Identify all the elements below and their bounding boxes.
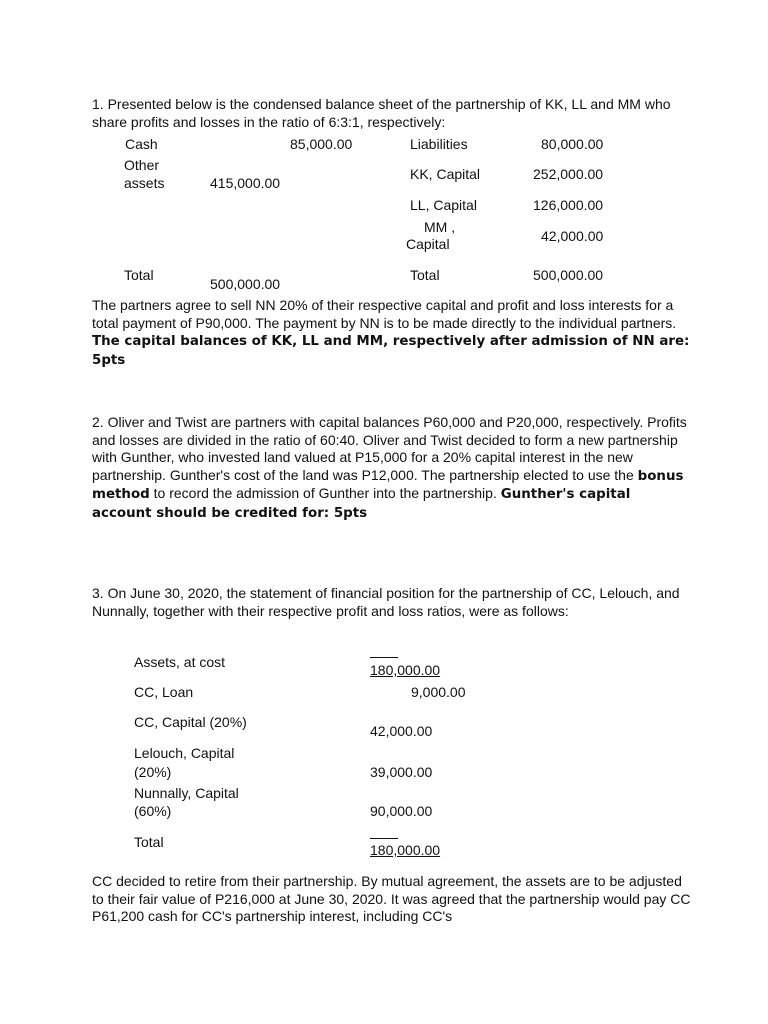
q3-loan-label: CC, Loan [134, 684, 194, 700]
q1-mm-value: 42,000.00 [541, 228, 604, 244]
q3-total-label: Total [134, 834, 164, 850]
q1-text-normal: The partners agree to sell NN 20% of their respective capital and profit and loss interests for a total payment of P90,000. The payment by NN is to be made directly to the individual partners. [92, 297, 677, 331]
q1-text-bold: The capital balances of KK, LL and MM, respectively after admission of NN are: 5pts [92, 334, 690, 368]
q1-liabilities-label: Liabilities [410, 136, 468, 152]
q2-text-1: 2. Oliver and Twist are partners with capital balances P60,000 and P20,000, respectively. Profits and losses are divided in the ratio of 60:40. Oliver and Twist decided to form a new partnership with Gunther, who invested land valued at P15,000 for a 20% capital interest in the new partnership. Gunther's cost of the land was P12,000. The partnership elected to use the [92, 414, 687, 483]
q1-other-label-2: assets [124, 175, 165, 191]
q3-loan-value: 9,000.00 [411, 684, 466, 700]
q1-ll-value: 126,000.00 [533, 197, 604, 213]
q3-nunnally-label-1: Nunnally, Capital [134, 785, 239, 801]
q1-other-value: 415,000.00 [210, 175, 281, 191]
q3-total-value: 180,000.00 [370, 842, 441, 858]
q3-lelouch-label-1: Lelouch, Capital [134, 745, 235, 761]
q3-assets-label: Assets, at cost [134, 654, 226, 670]
q1-liabilities-value: 80,000.00 [541, 136, 604, 152]
q2-bold-2: Gunther's capital account should be credited for: 5pts [92, 487, 631, 521]
q1-mm-label-1: MM , [424, 219, 456, 235]
q2-bold-1: bonus method [92, 468, 684, 502]
q1-mm-label-2: Capital [406, 236, 450, 252]
q3-lelouch-value: 39,000.00 [370, 764, 433, 780]
q1-intro: 1. Presented below is the condensed balance sheet of the partnership of KK, LL and MM who share profits and losses in the ratio of 6:3:1, respectively: [92, 96, 671, 130]
q2-question [92, 414, 692, 522]
q1-question [92, 297, 692, 369]
q3-nunnally-label-2: (60%) [134, 803, 172, 819]
q1-kk-value: 252,000.00 [533, 166, 604, 182]
q3-assets-value: 180,000.00 [370, 662, 441, 678]
q3-assets-overline [370, 657, 398, 658]
q1-total-label-left: Total [124, 267, 154, 283]
q1-total-value-left: 500,000.00 [210, 276, 281, 292]
q3-intro: 3. On June 30, 2020, the statement of financial position for the partnership of CC, Lelouch, and Nunnally, together with their respective profit and loss ratios, were as follows: [92, 585, 680, 619]
q1-kk-label: KK, Capital [410, 166, 481, 182]
q1-cash-label: Cash [125, 136, 158, 152]
q1-total-label-right: Total [410, 267, 440, 283]
q3-nunnally-value: 90,000.00 [370, 803, 433, 819]
q3-cc-value: 42,000.00 [370, 723, 433, 739]
q1-other-label-1: Other [124, 157, 160, 173]
q2-text-2: to record the admission of Gunther into the partnership. [149, 485, 501, 501]
q3-cc-label: CC, Capital (20%) [134, 714, 247, 730]
q1-total-value-right: 500,000.00 [533, 267, 604, 283]
q3-text: CC decided to retire from their partnership. By mutual agreement, the assets are to be adjusted to their fair value of P216,000 at June 30, 2020. It was agreed that the partnership would pay CC P61,200 cash for CC's partnership interest, including CC's [92, 873, 691, 924]
q1-cash-value: 85,000.00 [290, 136, 353, 152]
q1-ll-label: LL, Capital [410, 197, 477, 213]
q3-lelouch-label-2: (20%) [134, 764, 172, 780]
q3-total-overline [370, 838, 398, 839]
